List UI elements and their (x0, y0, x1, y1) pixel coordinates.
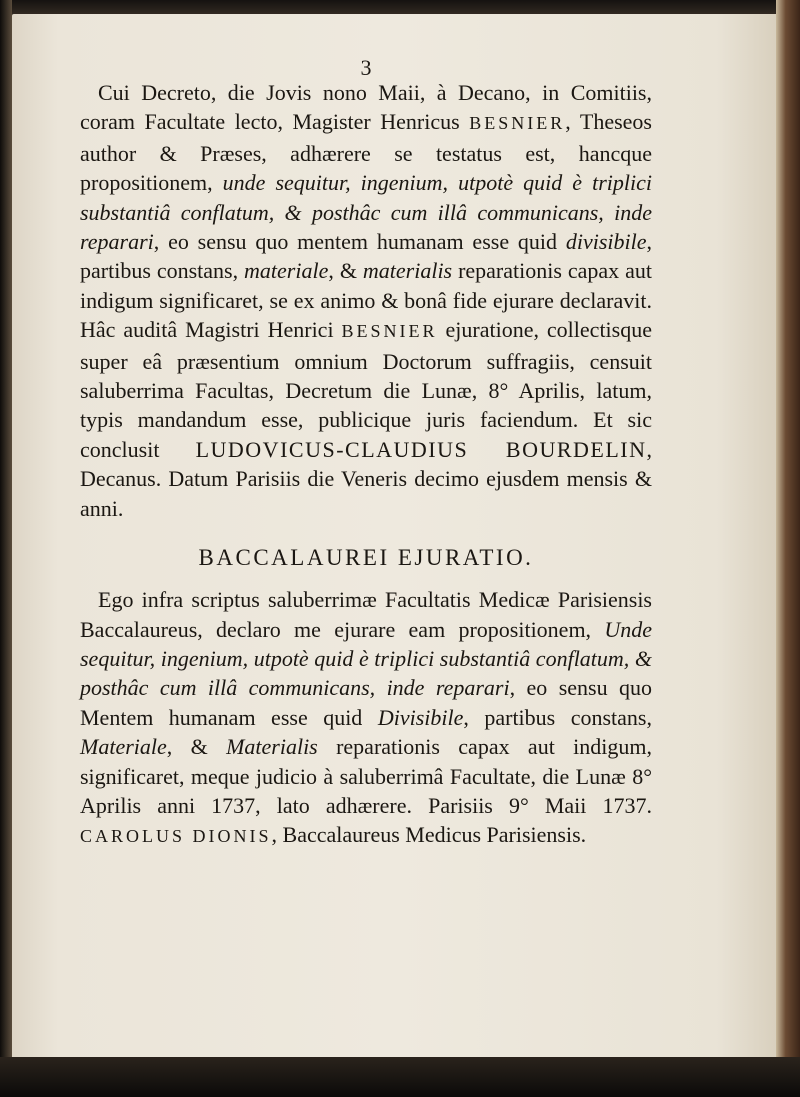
ejuratio-paragraph (80, 585, 652, 852)
page-number: 3 (360, 55, 372, 80)
ejuratio-text-2: , eo sensu quo Mentem humanam esse quid (80, 675, 653, 730)
word-divisibile-2: Divisibile (377, 704, 464, 730)
book-bottom-edge (0, 1057, 800, 1097)
name-besnier-1: BESNIER (469, 113, 566, 134)
ejuratio-text-6: , Baccalaureus Medicus Parisiensis. (271, 822, 587, 848)
decree-text-5: , & (328, 258, 363, 284)
decree-paragraph (80, 78, 652, 523)
name-besnier-2: BESNIER (341, 321, 438, 342)
decree-text-4: , partibus constans, (80, 229, 652, 284)
word-materialis: materialis (362, 258, 453, 284)
decree-text-7: ejuratione, collectisque super eâ præsentium omnium Doctorum suffragiis, censuit saluberrima Facultas, Decretum die Lunæ, 8° Aprilis, latum, typis mandandum esse, publicique juris faciendum. Et sic conclusit (80, 317, 652, 462)
signer-name: CAROLUS DIONIS (80, 826, 272, 847)
decree-text-2: , Theseos author & Præses, adhærere se testatus est, hancque propositionem, (80, 109, 652, 196)
page-content (80, 55, 653, 852)
ejuratio-text-3: , partibus constans, (463, 704, 652, 730)
word-materiale-2: Materiale (80, 734, 167, 760)
decree-text-6: reparationis capax aut indigum significaret, se ex animo & bonâ fide ejurare declaravit. Hâc auditâ Magistri Henrici (80, 258, 652, 343)
ejuratio-text-4: , & (166, 734, 227, 760)
decree-text-1: Cui Decreto, die Jovis nono Maii, à Decano, in Comitiis, coram Facultate lecto, Magister Henricus (80, 80, 652, 135)
section-heading: BACCALAUREI EJURATIO. (198, 545, 534, 571)
page-sheet (12, 14, 778, 1064)
ejuratio-text-1: Ego infra scriptus saluberrimæ Facultatis Medicæ Parisiensis Baccalaureus, declaro me ejurare eam propositionem, (80, 587, 652, 642)
ejuratio-quoted-proposition: Unde sequitur, ingenium, utpotè quid è triplici substantiâ conflatum, & posthâc cum illâ communicans, inde reparari (80, 616, 652, 701)
dean-name: LUDOVICUS-CLAUDIUS BOURDELIN (195, 436, 647, 462)
word-divisibile: divisibile (565, 229, 647, 255)
decree-quoted-proposition: unde sequitur, ingenium, utpotè quid è triplici substantiâ conflatum, & posthâc cum illâ communicans, inde reparari (80, 170, 652, 255)
word-materiale: materiale (244, 258, 329, 284)
word-materialis-2: Materialis (226, 734, 318, 760)
ejuratio-text-5: reparationis capax aut indigum, significaret, meque judicio à saluberrimâ Facultate, die Lunæ 8° Aprilis anni 1737, lato adhærere. Parisiis 9° Maii 1737. (80, 734, 652, 818)
book-gutter-edge (0, 0, 12, 1097)
book-fore-edge (776, 0, 800, 1097)
decree-text-8: , Decanus. Datum Parisiis die Veneris decimo ejusdem mensis & anni. (80, 436, 652, 521)
decree-text-3: , eo sensu quo mentem humanam esse quid (153, 229, 566, 255)
